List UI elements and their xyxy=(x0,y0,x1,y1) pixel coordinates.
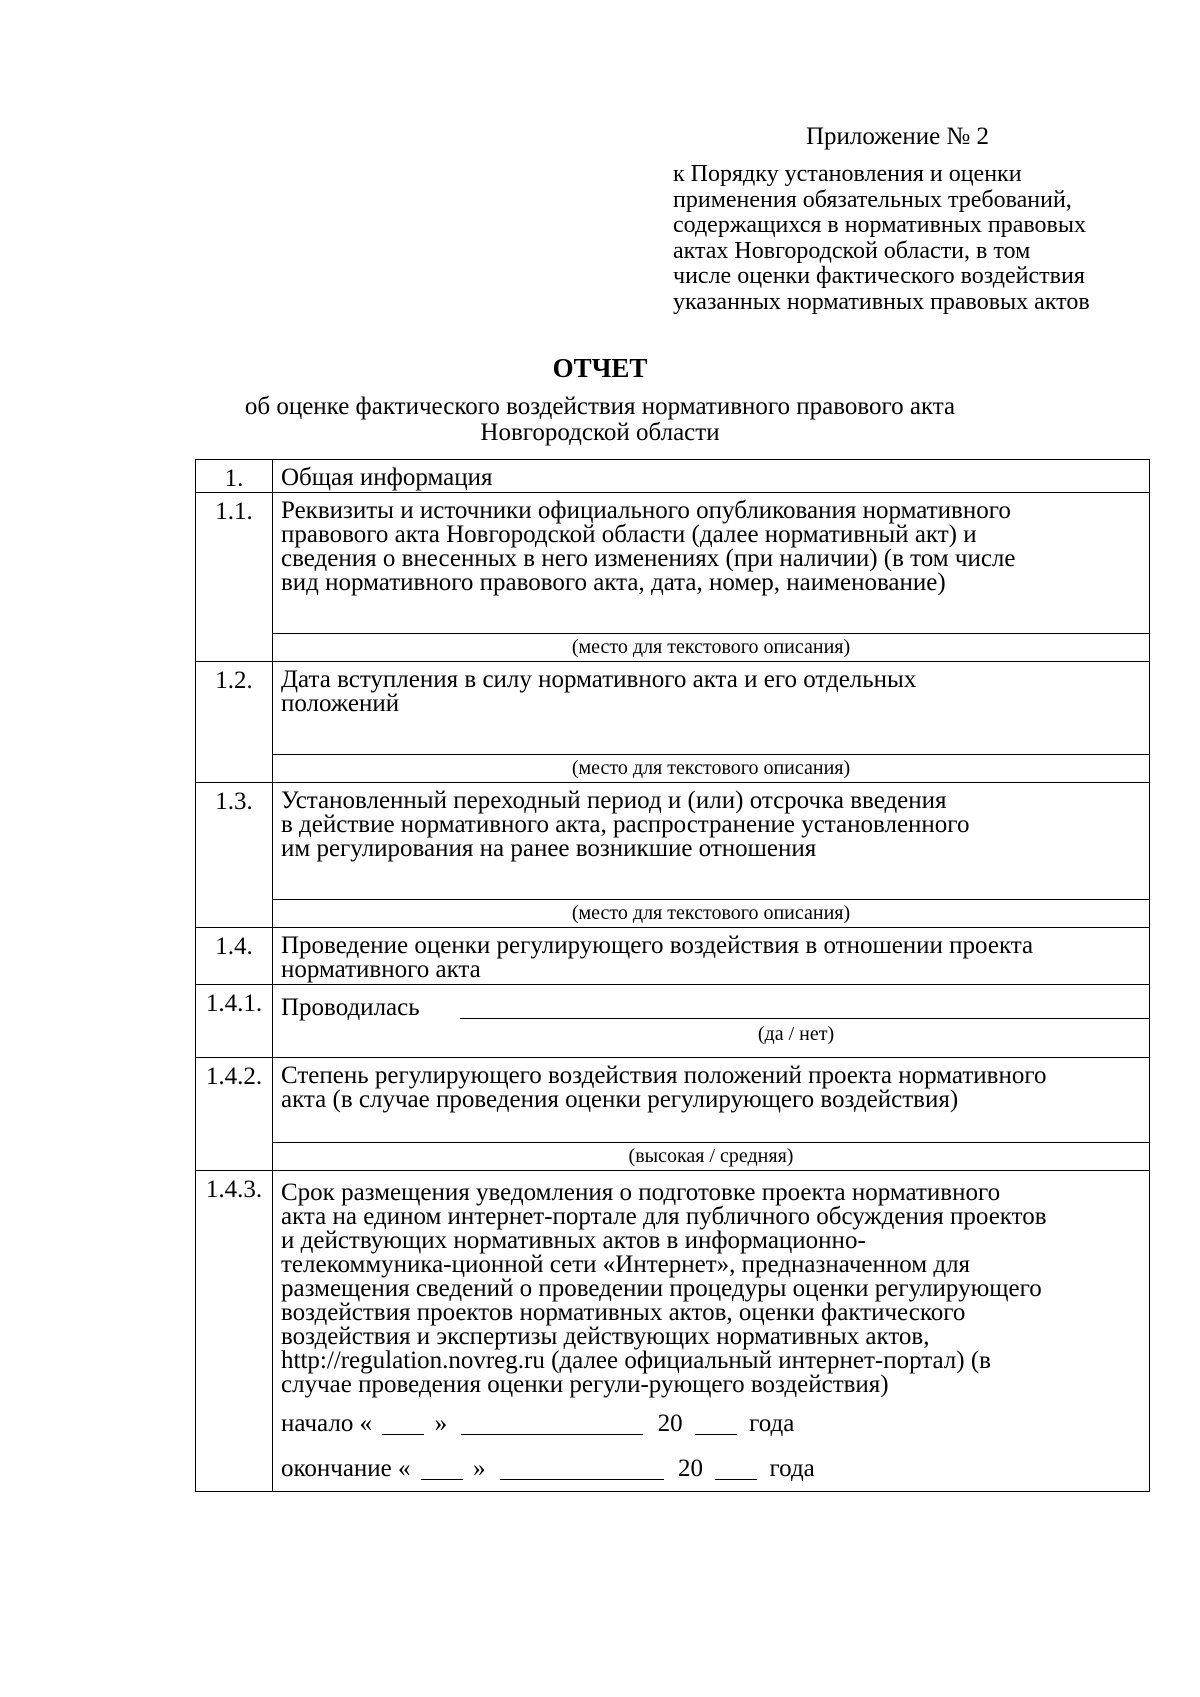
row-text-line: Реквизиты и источники официального опубликования нормативного xyxy=(281,497,1011,524)
row-content xyxy=(273,460,1150,493)
annex-line: применения обязательных требований, xyxy=(673,186,1072,213)
row-text-line: случае проведения оценки регули-рующего воздействия) xyxy=(281,1371,889,1398)
row-number: 1.4.3. xyxy=(196,1171,273,1492)
annex-title: Приложение № 2 xyxy=(806,123,990,150)
report-subtitle-line: Новгородской области xyxy=(480,419,720,446)
row-text-line: воздействия проектов нормативных актов, оценки фактического xyxy=(281,1299,966,1326)
annex-line: актах Новгородской области, в том xyxy=(673,237,1031,264)
row-content xyxy=(273,783,1150,928)
end-year-field[interactable] xyxy=(715,1451,757,1480)
row-text-line: положений xyxy=(281,690,400,717)
row-text-line: Срок размещения уведомления о подготовке проекта нормативного xyxy=(281,1179,1001,1206)
field-caption: (место для текстового описания) xyxy=(273,899,1149,927)
row-text-line: воздействия и экспертизы действующих нормативных актов, xyxy=(281,1323,930,1350)
end-date-line xyxy=(273,1446,1149,1491)
text-entry-area[interactable] xyxy=(273,1112,1149,1142)
end-day-field[interactable] xyxy=(421,1451,463,1480)
start-year-word: года xyxy=(749,1410,795,1437)
row-content xyxy=(273,1171,1150,1492)
start-year-field[interactable] xyxy=(695,1406,737,1435)
row-content xyxy=(273,493,1150,662)
start-quote-close: » xyxy=(434,1410,448,1437)
table-row xyxy=(196,460,1150,493)
row-text-line: Проведение оценки регулирующего воздействия в отношении проекта xyxy=(281,932,1034,959)
row-text-line: акта на едином интернет-портале для публичного обсуждения проектов xyxy=(281,1203,1047,1230)
row-number: 1. xyxy=(196,460,273,493)
row-number: 1.3. xyxy=(196,783,273,928)
annex-line: к Порядку установления и оценки xyxy=(673,161,1022,187)
row-text-line: в действие нормативного акта, распространение установленного xyxy=(281,811,970,838)
row-label: Проводилась xyxy=(281,994,420,1021)
row-text-line: Общая информация xyxy=(281,464,493,491)
report-subtitle-line: об оценке фактического воздействия нормативного правового акта xyxy=(244,393,956,420)
answer-field[interactable] xyxy=(460,1018,1149,1019)
row-text-line: телекоммуника-ционной сети «Интернет», предназначенном для xyxy=(281,1251,971,1278)
end-century: 20 xyxy=(678,1455,704,1482)
row-number: 1.2. xyxy=(196,662,273,783)
row-text-line: http://regulation.novreg.ru (далее официальный интернет-портал) (в xyxy=(281,1347,991,1374)
table-row xyxy=(196,783,1150,928)
report-subtitle xyxy=(0,394,1200,446)
row-content xyxy=(273,662,1150,783)
text-entry-area[interactable] xyxy=(273,595,1149,633)
end-month-field[interactable] xyxy=(500,1451,664,1480)
start-day-field[interactable] xyxy=(382,1406,424,1435)
row-content xyxy=(273,1058,1150,1171)
field-caption: (место для текстового описания) xyxy=(273,633,1149,661)
row-number: 1.4. xyxy=(196,928,273,985)
row-text-line: акта (в случае проведения оценки регулирующего воздействия) xyxy=(281,1086,959,1113)
start-date-line xyxy=(273,1401,1149,1446)
end-year-word: года xyxy=(769,1455,815,1482)
row-content xyxy=(273,928,1150,985)
row-text-line: размещения сведений о проведении процедуры оценки регулирующего xyxy=(281,1275,1042,1302)
row-text-line: сведения о внесенных в него изменениях (при наличии) (в том числе xyxy=(281,545,1016,572)
row-text-line: правового акта Новгородской области (далее нормативный акт) и xyxy=(281,521,977,548)
end-quote-close: » xyxy=(473,1455,486,1482)
annex-line: указанных нормативных правовых актов xyxy=(673,288,1090,315)
table-row xyxy=(196,928,1150,985)
table-row xyxy=(196,985,1150,1058)
end-label: окончание « xyxy=(281,1455,411,1482)
report-form-table xyxy=(195,459,1150,1492)
annex-line: содержащихся в нормативных правовых xyxy=(673,212,1087,238)
start-month-field[interactable] xyxy=(461,1406,643,1435)
annex-line: числе оценки фактического воздействия xyxy=(673,263,1085,289)
field-caption: (место для текстового описания) xyxy=(273,754,1149,782)
row-text-line: Установленный переходный период и (или) отсрочка введения xyxy=(281,787,947,814)
text-entry-area[interactable] xyxy=(273,861,1149,899)
row-text-line: вид нормативного правового акта, дата, номер, наименование) xyxy=(281,569,946,596)
field-caption: (высокая / средняя) xyxy=(273,1142,1149,1170)
row-text-line: Степень регулирующего воздействия положений проекта нормативного xyxy=(281,1062,1047,1089)
annex-text xyxy=(673,162,1173,315)
row-text-line: и действующих нормативных актов в информационно- xyxy=(281,1227,866,1254)
row-text-line: Дата вступления в силу нормативного акта и его отдельных xyxy=(281,666,917,693)
row-content xyxy=(273,985,1150,1058)
row-text-line: им регулирования на ранее возникшие отношения xyxy=(281,835,817,862)
row-number: 1.1. xyxy=(196,493,273,662)
field-caption: (да / нет) xyxy=(757,1023,835,1045)
text-entry-area[interactable] xyxy=(273,716,1149,754)
report-title: ОТЧЕТ xyxy=(552,353,648,383)
table-row xyxy=(196,662,1150,783)
table-row xyxy=(196,1171,1150,1492)
table-row xyxy=(196,493,1150,662)
row-number: 1.4.1. xyxy=(196,985,273,1058)
row-text-line: нормативного акта xyxy=(281,956,481,983)
table-row xyxy=(196,1058,1150,1171)
row-number: 1.4.2. xyxy=(196,1058,273,1171)
start-label: начало « xyxy=(281,1410,373,1437)
start-century: 20 xyxy=(657,1410,683,1437)
